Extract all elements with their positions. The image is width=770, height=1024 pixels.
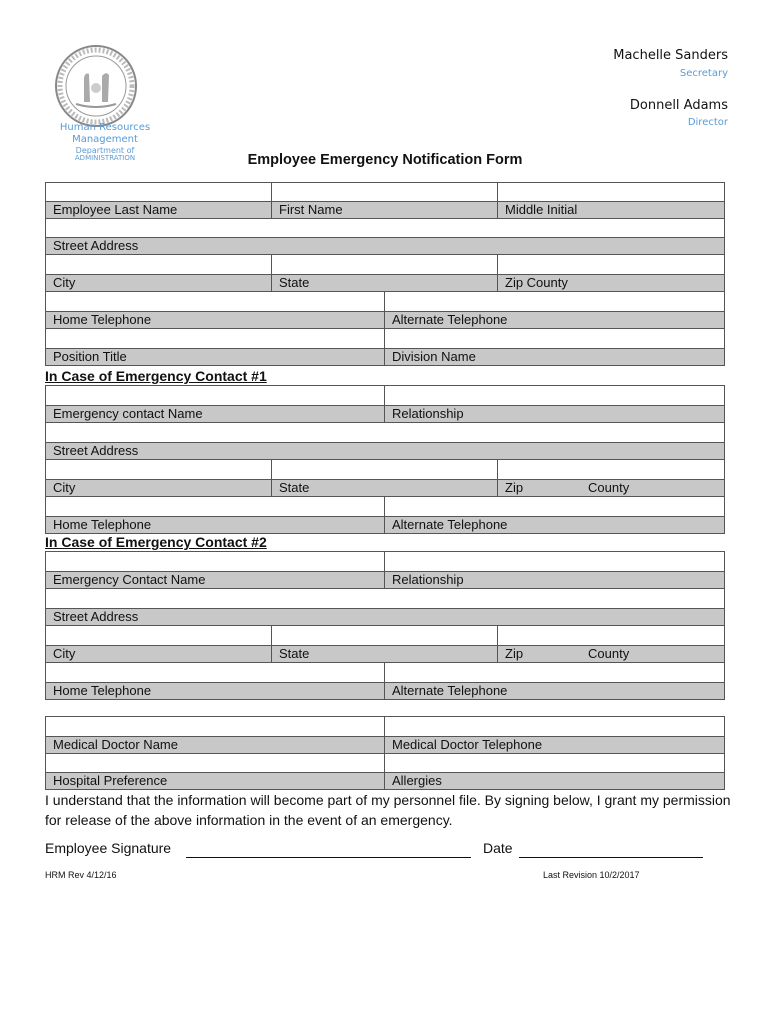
first-name-label: First Name [271, 201, 498, 219]
contact2-city-label: City [45, 645, 272, 663]
contact2-city-input[interactable] [45, 625, 272, 646]
city-input[interactable] [45, 254, 272, 275]
contact1-name-label: Emergency contact Name [45, 405, 385, 423]
middle-initial-label: Middle Initial [497, 201, 725, 219]
zip-county-input[interactable] [497, 254, 725, 275]
contact2-street-label: Street Address [45, 608, 725, 626]
contact1-street-input[interactable] [45, 422, 725, 443]
contact1-state-input[interactable] [271, 459, 498, 480]
allergies-input[interactable] [384, 753, 725, 773]
last-name-label: Employee Last Name [45, 201, 272, 219]
contact2-relationship-input[interactable] [384, 551, 725, 572]
doctor-name-input[interactable] [45, 716, 385, 737]
street-address-input[interactable] [45, 218, 725, 238]
contact1-zip-county-label [497, 479, 725, 497]
contact1-zip-text: Zip [505, 480, 524, 495]
contact1-heading: In Case of Emergency Contact #1 [45, 368, 267, 384]
zip-county-label: Zip County [497, 274, 725, 292]
dept-line-3: Department of [75, 146, 135, 155]
last-name-input[interactable] [45, 182, 272, 202]
home-telephone-input[interactable] [45, 291, 385, 312]
contact1-name-input[interactable] [45, 385, 385, 406]
last-revision: Last Revision 10/2/2017 [543, 870, 640, 880]
doctor-name-label: Medical Doctor Name [45, 736, 385, 754]
contact2-name-input[interactable] [45, 551, 385, 572]
contact1-alternate-telephone-input[interactable] [384, 496, 725, 517]
date-label: Date [483, 840, 513, 856]
contact2-zip-county-input[interactable] [497, 625, 725, 646]
contact1-home-telephone-label: Home Telephone [45, 516, 385, 534]
contact2-street-input[interactable] [45, 588, 725, 609]
state-input[interactable] [271, 254, 498, 275]
contact2-heading: In Case of Emergency Contact #2 [45, 534, 267, 550]
contact1-alternate-telephone-label: Alternate Telephone [384, 516, 725, 534]
contact2-relationship-label: Relationship [384, 571, 725, 589]
contact1-zip-county-input[interactable] [497, 459, 725, 480]
position-title-label: Position Title [45, 348, 385, 366]
secretary-name: Machelle Sanders [613, 48, 728, 63]
contact1-relationship-input[interactable] [384, 385, 725, 406]
street-address-label: Street Address [45, 237, 725, 255]
state-label: State [271, 274, 498, 292]
city-label: City [45, 274, 272, 292]
contact2-county-text: County [588, 646, 630, 661]
contact2-state-input[interactable] [271, 625, 498, 646]
contact1-relationship-label: Relationship [384, 405, 725, 423]
contact2-state-label: State [271, 645, 498, 663]
date-line[interactable] [519, 857, 703, 858]
form-revision: HRM Rev 4/12/16 [45, 870, 117, 880]
secretary-title: Secretary [679, 68, 728, 79]
contact2-home-telephone-label: Home Telephone [45, 682, 385, 700]
contact2-alternate-telephone-label: Alternate Telephone [384, 682, 725, 700]
doctor-telephone-label: Medical Doctor Telephone [384, 736, 725, 754]
dept-line-1: Human Resources [59, 122, 151, 133]
home-telephone-label: Home Telephone [45, 311, 385, 329]
form-title: Employee Emergency Notification Form [247, 152, 523, 168]
signature-label: Employee Signature [45, 840, 172, 856]
allergies-label: Allergies [384, 772, 725, 790]
contact2-zip-text: Zip [505, 646, 524, 661]
contact1-home-telephone-input[interactable] [45, 496, 385, 517]
hospital-preference-label: Hospital Preference [45, 772, 385, 790]
division-name-input[interactable] [384, 328, 725, 349]
first-name-input[interactable] [271, 182, 498, 202]
director-title: Director [687, 117, 728, 128]
signature-line[interactable] [186, 857, 471, 858]
consent-statement: I understand that the information will become part of my personnel file. By signing below, I grant my permission for release of the above information in the event of an emergency. [45, 792, 731, 828]
contact2-alternate-telephone-input[interactable] [384, 662, 725, 683]
doctor-telephone-input[interactable] [384, 716, 725, 737]
position-title-input[interactable] [45, 328, 385, 349]
contact1-county-text: County [588, 480, 630, 495]
contact1-city-input[interactable] [45, 459, 272, 480]
state-seal-logo [54, 44, 138, 128]
contact1-city-label: City [45, 479, 272, 497]
director-name: Donnell Adams [629, 98, 728, 113]
dept-line-4: ADMINISTRATION [74, 155, 136, 160]
division-name-label: Division Name [384, 348, 725, 366]
contact2-name-label: Emergency Contact Name [45, 571, 385, 589]
middle-initial-input[interactable] [497, 182, 725, 202]
contact2-zip-county-label [497, 645, 725, 663]
contact1-state-label: State [271, 479, 498, 497]
alternate-telephone-input[interactable] [384, 291, 725, 312]
contact2-home-telephone-input[interactable] [45, 662, 385, 683]
alternate-telephone-label: Alternate Telephone [384, 311, 725, 329]
hospital-preference-input[interactable] [45, 753, 385, 773]
contact1-street-label: Street Address [45, 442, 725, 460]
dept-line-2: Management [72, 134, 138, 145]
